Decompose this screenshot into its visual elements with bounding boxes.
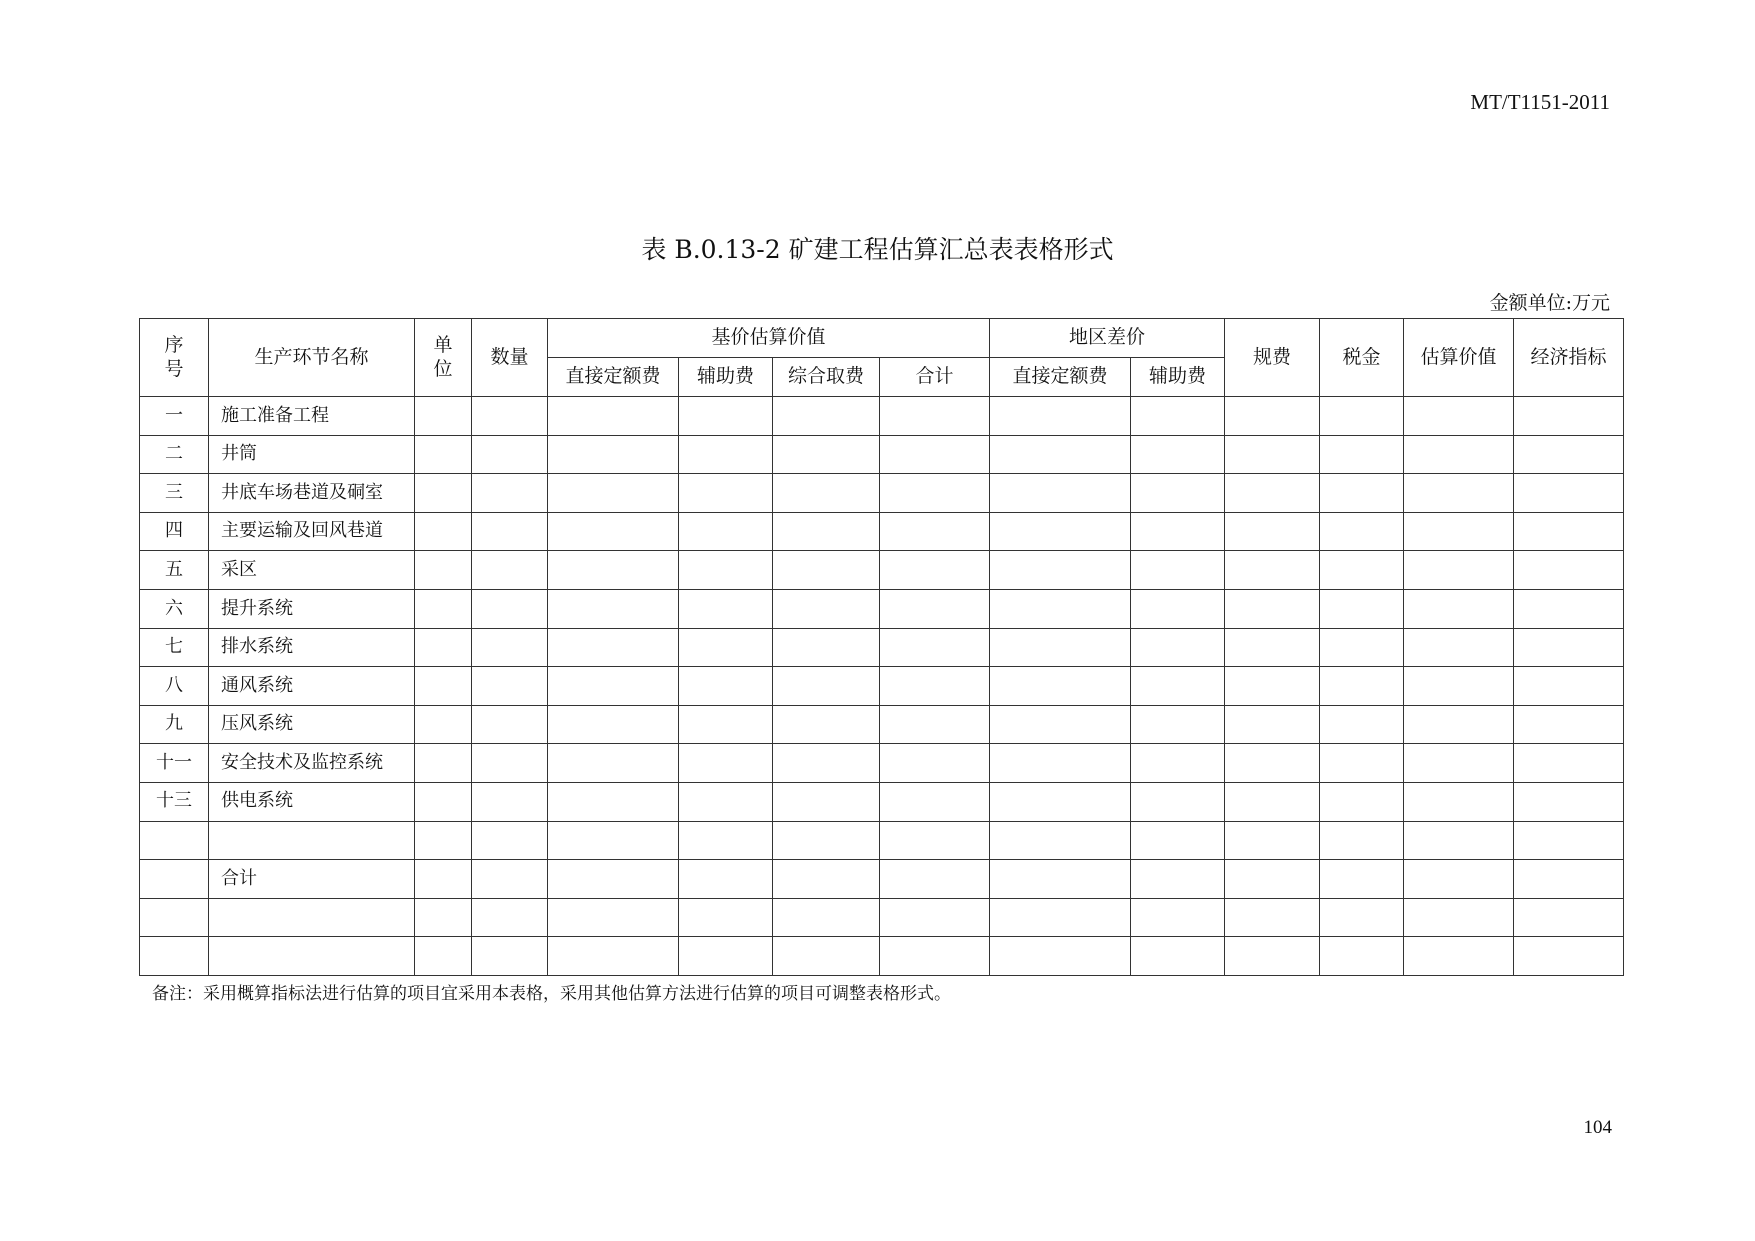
cell-seq [140,821,209,860]
cell-quantity [472,589,548,628]
cell-base-direct-quota [548,397,679,436]
cell-base-direct-quota [548,551,679,590]
cell-region-direct-quota [990,937,1131,976]
cell-base-direct-quota [548,937,679,976]
header-region-auxiliary: 辅助费 [1131,358,1225,397]
cell-base-total [880,474,990,513]
cell-base-auxiliary [679,937,773,976]
cell-base-direct-quota [548,628,679,667]
cell-quantity [472,397,548,436]
cell-region-auxiliary [1131,474,1225,513]
cell-fee [1225,667,1320,706]
cell-economic-index [1514,551,1624,590]
cell-economic-index [1514,474,1624,513]
cell-base-total [880,667,990,706]
header-unit: 单 位 [415,319,472,397]
cell-unit [415,744,472,783]
cell-base-direct-quota [548,474,679,513]
cell-base-comprehensive [773,628,880,667]
cell-region-auxiliary [1131,435,1225,474]
cell-economic-index [1514,860,1624,899]
cell-estimate-value [1404,705,1514,744]
cell-unit [415,821,472,860]
cell-seq [140,898,209,937]
cell-estimate-value [1404,937,1514,976]
cell-base-auxiliary [679,435,773,474]
cell-name [209,898,415,937]
cell-unit [415,474,472,513]
cell-quantity [472,667,548,706]
header-tax: 税金 [1320,319,1404,397]
cell-region-auxiliary [1131,705,1225,744]
cell-tax [1320,667,1404,706]
cell-region-auxiliary [1131,821,1225,860]
cell-base-total [880,435,990,474]
cell-estimate-value [1404,860,1514,899]
table-row [140,551,1624,590]
cell-seq: 九 [140,705,209,744]
table-row [140,821,1624,860]
cell-fee [1225,821,1320,860]
cell-base-comprehensive [773,821,880,860]
cell-name: 井底车场巷道及硐室 [209,474,415,513]
cell-name: 提升系统 [209,589,415,628]
cell-seq: 八 [140,667,209,706]
cell-base-comprehensive [773,744,880,783]
cell-region-direct-quota [990,628,1131,667]
cell-estimate-value [1404,628,1514,667]
cell-economic-index [1514,589,1624,628]
cell-region-direct-quota [990,397,1131,436]
cell-base-auxiliary [679,512,773,551]
standard-code: MT/T1151-2011 [1470,90,1610,114]
cell-base-comprehensive [773,435,880,474]
header-row-1 [140,319,1624,358]
cell-fee [1225,551,1320,590]
cell-tax [1320,898,1404,937]
cell-quantity [472,821,548,860]
table-header [140,319,1624,397]
cell-estimate-value [1404,474,1514,513]
cell-region-direct-quota [990,589,1131,628]
cell-fee [1225,512,1320,551]
cell-base-auxiliary [679,782,773,821]
cell-region-direct-quota [990,667,1131,706]
cell-base-total [880,705,990,744]
cell-base-comprehensive [773,397,880,436]
cell-tax [1320,705,1404,744]
cell-seq: 五 [140,551,209,590]
table-body [140,397,1624,976]
cell-unit [415,667,472,706]
cell-seq: 七 [140,628,209,667]
cell-region-auxiliary [1131,898,1225,937]
cell-fee [1225,744,1320,783]
cell-base-direct-quota [548,589,679,628]
cell-quantity [472,705,548,744]
cell-unit [415,937,472,976]
cell-region-auxiliary [1131,782,1225,821]
cell-unit [415,628,472,667]
cell-economic-index [1514,667,1624,706]
cell-base-total [880,397,990,436]
cell-base-comprehensive [773,860,880,899]
cell-unit [415,898,472,937]
cell-region-auxiliary [1131,397,1225,436]
cell-seq: 一 [140,397,209,436]
cell-base-direct-quota [548,898,679,937]
cell-base-auxiliary [679,628,773,667]
cell-estimate-value [1404,744,1514,783]
header-base-auxiliary: 辅助费 [679,358,773,397]
cell-name: 排水系统 [209,628,415,667]
amount-unit-note: 金额单位:万元 [1489,292,1610,314]
header-regional-diff: 地区差价 [990,319,1225,358]
cell-name: 压风系统 [209,705,415,744]
cell-base-direct-quota [548,821,679,860]
cell-economic-index [1514,435,1624,474]
cell-base-auxiliary [679,705,773,744]
cell-region-direct-quota [990,551,1131,590]
cell-quantity [472,744,548,783]
cell-name: 采区 [209,551,415,590]
cell-seq [140,937,209,976]
cell-fee [1225,397,1320,436]
cell-seq: 十一 [140,744,209,783]
cell-base-total [880,821,990,860]
cell-base-comprehensive [773,782,880,821]
cell-quantity [472,937,548,976]
header-estimate-value: 估算价值 [1404,319,1514,397]
cell-tax [1320,512,1404,551]
cell-estimate-value [1404,782,1514,821]
cell-base-direct-quota [548,744,679,783]
cell-base-direct-quota [548,860,679,899]
page-number: 104 [1583,1117,1612,1138]
cell-base-auxiliary [679,898,773,937]
cell-estimate-value [1404,551,1514,590]
table-row [140,898,1624,937]
cell-fee [1225,782,1320,821]
cell-base-direct-quota [548,705,679,744]
table-row [140,628,1624,667]
cell-base-total [880,744,990,783]
cell-base-direct-quota [548,782,679,821]
cell-economic-index [1514,782,1624,821]
table-row [140,860,1624,899]
cell-economic-index [1514,512,1624,551]
cell-fee [1225,705,1320,744]
cell-quantity [472,628,548,667]
cell-base-auxiliary [679,589,773,628]
cell-fee [1225,589,1320,628]
cell-region-direct-quota [990,512,1131,551]
cell-tax [1320,628,1404,667]
cell-region-auxiliary [1131,860,1225,899]
cell-tax [1320,744,1404,783]
cell-base-total [880,937,990,976]
cell-base-auxiliary [679,551,773,590]
footnote: 备注：采用概算指标法进行估算的项目宜采用本表格，采用其他估算方法进行估算的项目可调整表格形式。 [152,984,951,1004]
cell-region-direct-quota [990,435,1131,474]
cell-economic-index [1514,705,1624,744]
table-row [140,474,1624,513]
cell-economic-index [1514,898,1624,937]
cell-base-comprehensive [773,589,880,628]
cell-unit [415,782,472,821]
cell-economic-index [1514,821,1624,860]
cell-region-auxiliary [1131,551,1225,590]
cell-unit [415,397,472,436]
cell-seq: 六 [140,589,209,628]
cell-region-auxiliary [1131,744,1225,783]
cell-base-total [880,782,990,821]
cell-economic-index [1514,397,1624,436]
table-row [140,667,1624,706]
cell-tax [1320,860,1404,899]
cell-seq: 四 [140,512,209,551]
cell-tax [1320,782,1404,821]
cell-tax [1320,551,1404,590]
cell-name: 井筒 [209,435,415,474]
cell-region-direct-quota [990,782,1131,821]
cell-base-direct-quota [548,667,679,706]
table-row [140,782,1624,821]
cell-name [209,937,415,976]
cell-region-auxiliary [1131,512,1225,551]
cell-region-auxiliary [1131,667,1225,706]
cell-unit [415,860,472,899]
cell-quantity [472,512,548,551]
cell-tax [1320,937,1404,976]
cell-base-direct-quota [548,435,679,474]
cell-base-total [880,512,990,551]
cell-base-auxiliary [679,821,773,860]
cell-name [209,821,415,860]
cell-base-comprehensive [773,937,880,976]
cell-name: 供电系统 [209,782,415,821]
cell-tax [1320,821,1404,860]
cell-unit [415,705,472,744]
cell-tax [1320,435,1404,474]
table-row [140,435,1624,474]
cell-estimate-value [1404,512,1514,551]
header-quantity: 数量 [472,319,548,397]
cell-region-auxiliary [1131,589,1225,628]
cell-name: 施工准备工程 [209,397,415,436]
cell-base-direct-quota [548,512,679,551]
cell-base-total [880,589,990,628]
cell-base-total [880,628,990,667]
cell-fee [1225,860,1320,899]
header-base-estimate: 基价估算价值 [548,319,990,358]
table-title: 表 B.0.13-2 矿建工程估算汇总表表格形式 [641,235,1114,264]
cell-fee [1225,937,1320,976]
cell-region-direct-quota [990,474,1131,513]
cell-name: 合计 [209,860,415,899]
cell-base-comprehensive [773,474,880,513]
cell-fee [1225,474,1320,513]
cell-fee [1225,435,1320,474]
cell-seq: 三 [140,474,209,513]
cell-unit [415,551,472,590]
header-base-direct-quota: 直接定额费 [548,358,679,397]
cell-economic-index [1514,937,1624,976]
table-row [140,705,1624,744]
cell-region-direct-quota [990,860,1131,899]
cell-base-total [880,551,990,590]
table-row [140,937,1624,976]
cell-base-auxiliary [679,397,773,436]
table-row [140,744,1624,783]
cell-base-comprehensive [773,898,880,937]
header-base-comprehensive: 综合取费 [773,358,880,397]
cell-base-auxiliary [679,667,773,706]
cell-region-direct-quota [990,898,1131,937]
cell-quantity [472,435,548,474]
cell-fee [1225,898,1320,937]
cell-region-direct-quota [990,705,1131,744]
header-name: 生产环节名称 [209,319,415,397]
cell-seq: 十三 [140,782,209,821]
table-row [140,397,1624,436]
cell-estimate-value [1404,435,1514,474]
header-seq: 序 号 [140,319,209,397]
cell-estimate-value [1404,667,1514,706]
header-region-direct-quota: 直接定额费 [990,358,1131,397]
cell-economic-index [1514,628,1624,667]
cell-region-auxiliary [1131,628,1225,667]
cell-unit [415,512,472,551]
header-economic-index: 经济指标 [1514,319,1624,397]
cell-base-comprehensive [773,512,880,551]
cell-seq: 二 [140,435,209,474]
cell-region-direct-quota [990,821,1131,860]
cell-name: 安全技术及监控系统 [209,744,415,783]
cell-quantity [472,782,548,821]
cell-base-total [880,860,990,899]
cell-base-auxiliary [679,474,773,513]
cell-name: 主要运输及回风巷道 [209,512,415,551]
cell-quantity [472,860,548,899]
cell-name: 通风系统 [209,667,415,706]
cell-unit [415,435,472,474]
cell-seq [140,860,209,899]
cell-unit [415,589,472,628]
cell-region-auxiliary [1131,937,1225,976]
cell-quantity [472,474,548,513]
table-row [140,512,1624,551]
estimate-summary-table [139,318,1624,976]
cell-quantity [472,898,548,937]
cell-estimate-value [1404,898,1514,937]
cell-estimate-value [1404,821,1514,860]
cell-estimate-value [1404,589,1514,628]
cell-tax [1320,474,1404,513]
cell-economic-index [1514,744,1624,783]
cell-base-comprehensive [773,667,880,706]
cell-region-direct-quota [990,744,1131,783]
cell-base-auxiliary [679,860,773,899]
cell-quantity [472,551,548,590]
cell-base-auxiliary [679,744,773,783]
cell-fee [1225,628,1320,667]
cell-base-total [880,898,990,937]
cell-base-comprehensive [773,705,880,744]
table-row [140,589,1624,628]
cell-tax [1320,397,1404,436]
cell-estimate-value [1404,397,1514,436]
header-base-total: 合计 [880,358,990,397]
cell-base-comprehensive [773,551,880,590]
cell-tax [1320,589,1404,628]
header-fee: 规费 [1225,319,1320,397]
